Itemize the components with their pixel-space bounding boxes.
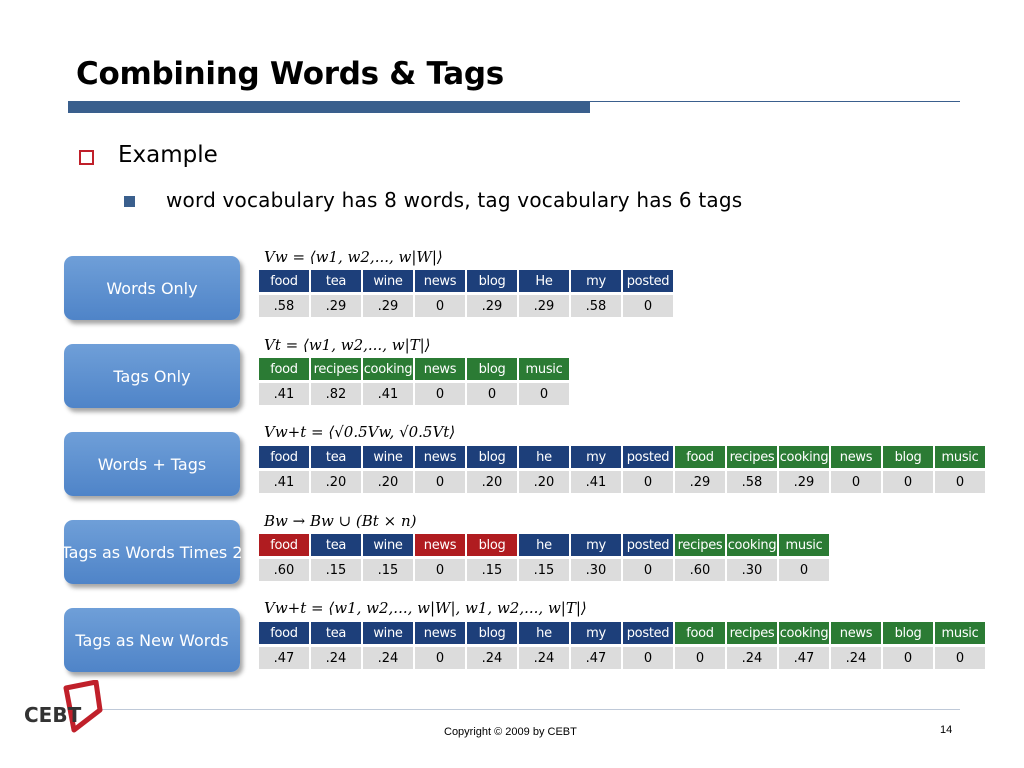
header-cell-word: he	[519, 446, 569, 468]
value-cell: .41	[363, 383, 413, 405]
page-number: 14	[940, 724, 953, 736]
header-cell-tag: blog	[883, 446, 933, 468]
value-cell: 0	[675, 647, 725, 669]
header-cell-tag: music	[779, 534, 829, 556]
vector-table-words-plus-tags	[259, 446, 987, 493]
value-cell: 0	[415, 559, 465, 581]
header-cell-word: news	[415, 270, 465, 292]
filled-square-bullet-icon	[124, 196, 135, 207]
value-cell: .41	[571, 471, 621, 493]
vector-table-words-only	[259, 270, 675, 317]
header-cell-word: tea	[311, 622, 361, 644]
hollow-square-bullet-icon	[79, 150, 94, 165]
value-cell: .29	[519, 295, 569, 317]
header-cell-tag: cooking	[779, 446, 829, 468]
header-cell-tag: news	[831, 622, 881, 644]
cebt-logo	[22, 680, 104, 736]
value-cell: .47	[571, 647, 621, 669]
header-cell-word: he	[519, 622, 569, 644]
header-cell-word: posted	[623, 622, 673, 644]
value-cell: .58	[259, 295, 309, 317]
header-cell-word: tea	[311, 534, 361, 556]
vector-table-tags-only	[259, 358, 571, 405]
value-cell: 0	[623, 471, 673, 493]
value-cell: .60	[675, 559, 725, 581]
table-value-row	[259, 468, 987, 493]
value-cell: .60	[259, 559, 309, 581]
value-cell: .15	[519, 559, 569, 581]
header-cell-tag: cooking	[363, 358, 413, 380]
header-cell-word: food	[259, 446, 309, 468]
header-cell-tag: food	[675, 622, 725, 644]
value-cell: 0	[415, 383, 465, 405]
value-cell: 0	[415, 471, 465, 493]
value-cell: .20	[467, 471, 517, 493]
value-cell: .20	[311, 471, 361, 493]
header-cell-tag: cooking	[779, 622, 829, 644]
table-value-row	[259, 556, 831, 581]
value-cell: .24	[831, 647, 881, 669]
header-cell-word: wine	[363, 534, 413, 556]
header-cell-tag: music	[519, 358, 569, 380]
title-underline-rule	[590, 101, 960, 102]
value-cell: .24	[727, 647, 777, 669]
header-cell-tag: news	[415, 358, 465, 380]
value-cell: .58	[727, 471, 777, 493]
header-cell-tag: blog	[467, 358, 517, 380]
header-cell-word: my	[571, 446, 621, 468]
row-label-tags-as-words-times-2: Tags as Words Times 2	[64, 520, 240, 584]
formula-tags-as-words-times-2: Bw → Bw ∪ (Bt × n)	[264, 512, 417, 530]
logo-text: CEBT	[24, 703, 82, 727]
table-value-row	[259, 644, 987, 669]
value-cell: 0	[623, 647, 673, 669]
header-cell-word: posted	[623, 270, 673, 292]
value-cell: .58	[571, 295, 621, 317]
table-header-row	[259, 270, 675, 292]
value-cell: 0	[779, 559, 829, 581]
value-cell: 0	[415, 295, 465, 317]
value-cell: .20	[519, 471, 569, 493]
bullet-level1-text: Example	[118, 142, 218, 168]
value-cell: .41	[259, 471, 309, 493]
header-cell-word: news	[415, 622, 465, 644]
table-value-row	[259, 380, 571, 405]
header-cell-tag: blog	[883, 622, 933, 644]
formula-tags-only: Vt = ⟨w1, w2,..., w|T|⟩	[264, 336, 431, 354]
value-cell: 0	[415, 647, 465, 669]
header-cell-highlight: food	[259, 534, 309, 556]
header-cell-word: wine	[363, 446, 413, 468]
header-cell-tag: music	[935, 446, 985, 468]
row-label-tags-only: Tags Only	[64, 344, 240, 408]
table-header-row	[259, 534, 831, 556]
row-label-tags-as-new-words: Tags as New Words	[64, 608, 240, 672]
header-cell-tag: recipes	[311, 358, 361, 380]
vector-table-tags-as-words-times-2	[259, 534, 831, 581]
formula-tags-as-new-words: Vw+t = ⟨w1, w2,..., w|W|, w1, w2,..., w|T|⟩	[264, 599, 587, 617]
value-cell: .15	[363, 559, 413, 581]
value-cell: 0	[935, 647, 985, 669]
value-cell: .82	[311, 383, 361, 405]
value-cell: .15	[311, 559, 361, 581]
header-cell-word: my	[571, 622, 621, 644]
header-cell-word: posted	[623, 446, 673, 468]
value-cell: .24	[311, 647, 361, 669]
header-cell-word: posted	[623, 534, 673, 556]
header-cell-tag: recipes	[727, 446, 777, 468]
value-cell: .30	[571, 559, 621, 581]
header-cell-tag: music	[935, 622, 985, 644]
value-cell: .41	[259, 383, 309, 405]
header-cell-highlight: blog	[467, 534, 517, 556]
header-cell-word: tea	[311, 270, 361, 292]
value-cell: .29	[675, 471, 725, 493]
header-cell-tag: food	[259, 358, 309, 380]
header-cell-tag: news	[831, 446, 881, 468]
row-label-words-plus-tags: Words + Tags	[64, 432, 240, 496]
value-cell: 0	[467, 383, 517, 405]
slide-title: Combining Words & Tags	[76, 56, 504, 92]
footer-rule	[100, 709, 960, 710]
table-header-row	[259, 358, 571, 380]
header-cell-tag: food	[675, 446, 725, 468]
value-cell: .24	[363, 647, 413, 669]
table-header-row	[259, 446, 987, 468]
header-cell-tag: cooking	[727, 534, 777, 556]
header-cell-tag: recipes	[675, 534, 725, 556]
copyright-text: Copyright © 2009 by CEBT	[444, 726, 577, 738]
value-cell: .47	[259, 647, 309, 669]
header-cell-word: wine	[363, 622, 413, 644]
value-cell: .20	[363, 471, 413, 493]
formula-words-plus-tags: Vw+t = ⟨√0.5Vw, √0.5Vt⟩	[264, 423, 456, 441]
value-cell: 0	[831, 471, 881, 493]
bullet-level2-text: word vocabulary has 8 words, tag vocabulary has 6 tags	[166, 188, 743, 212]
table-value-row	[259, 292, 675, 317]
title-underline-bar	[68, 101, 590, 113]
value-cell: .47	[779, 647, 829, 669]
header-cell-word: blog	[467, 270, 517, 292]
header-cell-highlight: news	[415, 534, 465, 556]
header-cell-word: he	[519, 534, 569, 556]
value-cell: 0	[623, 559, 673, 581]
header-cell-word: blog	[467, 446, 517, 468]
header-cell-word: news	[415, 446, 465, 468]
value-cell: .15	[467, 559, 517, 581]
header-cell-word: He	[519, 270, 569, 292]
value-cell: .29	[311, 295, 361, 317]
header-cell-word: food	[259, 270, 309, 292]
header-cell-word: my	[571, 534, 621, 556]
vector-table-tags-as-new-words	[259, 622, 987, 669]
header-cell-word: my	[571, 270, 621, 292]
value-cell: .24	[467, 647, 517, 669]
table-header-row	[259, 622, 987, 644]
header-cell-word: food	[259, 622, 309, 644]
row-label-words-only: Words Only	[64, 256, 240, 320]
formula-words-only: Vw = ⟨w1, w2,..., w|W|⟩	[264, 248, 443, 266]
value-cell: 0	[883, 471, 933, 493]
header-cell-word: blog	[467, 622, 517, 644]
value-cell: .30	[727, 559, 777, 581]
header-cell-tag: recipes	[727, 622, 777, 644]
value-cell: .29	[467, 295, 517, 317]
value-cell: 0	[623, 295, 673, 317]
value-cell: 0	[883, 647, 933, 669]
value-cell: .29	[779, 471, 829, 493]
value-cell: 0	[935, 471, 985, 493]
value-cell: .24	[519, 647, 569, 669]
header-cell-word: tea	[311, 446, 361, 468]
value-cell: .29	[363, 295, 413, 317]
header-cell-word: wine	[363, 270, 413, 292]
value-cell: 0	[519, 383, 569, 405]
